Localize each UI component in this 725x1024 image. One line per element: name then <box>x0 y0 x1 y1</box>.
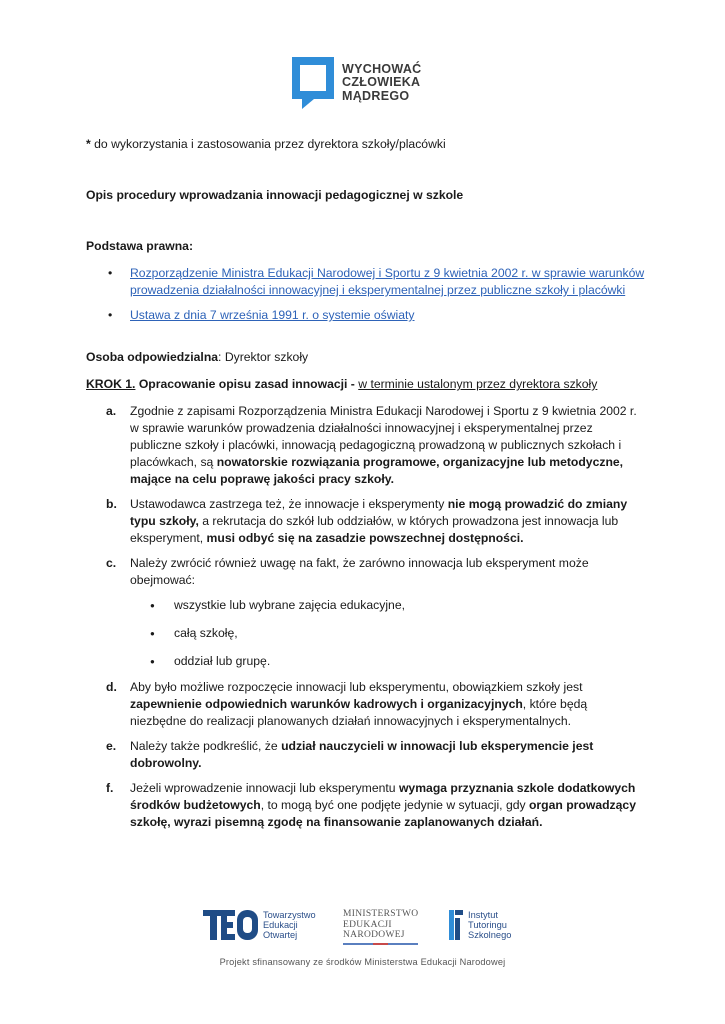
list-item <box>106 780 644 831</box>
teo-logo <box>203 910 316 940</box>
list-item <box>106 679 644 730</box>
step-1-items <box>106 403 644 839</box>
list-item <box>106 403 644 488</box>
item-bold-text: zapewnienie odpowiednich warunków kadrowych i organizacyjnych <box>130 697 523 711</box>
logo-square-icon <box>292 57 334 109</box>
funding-note: Projekt sfinansowany ze środków Ministerstwa Edukacji Narodowej <box>219 957 506 967</box>
item-marker: d. <box>106 680 117 694</box>
men-line: EDUKACJI <box>343 919 392 930</box>
usage-note <box>86 136 446 153</box>
its-line: Instytut <box>468 910 498 920</box>
item-marker: f. <box>106 781 114 795</box>
item-text: , które będą niezbędne do realizacji planowanych działań innowacyjnych i eksperymentalnych. <box>130 697 588 728</box>
item-bold-text: udział nauczycieli w innowacji lub eksperymencie jest dobrowolny. <box>130 739 594 770</box>
item-marker: b. <box>106 497 117 511</box>
item-text: Należy zwrócić również uwagę na fakt, że zarówno innowacja lub eksperyment może obejmować: <box>130 556 589 587</box>
men-line: MINISTERSTWO <box>343 909 419 919</box>
item-text: Aby było możliwe rozpoczęcie innowacji lub eksperymentu, obowiązkiem szkoły jest <box>130 680 583 694</box>
item-text: Jeżeli wprowadzenie innowacji lub eksperymentu <box>130 781 399 795</box>
responsible-value: : Dyrektor szkoły <box>218 350 309 364</box>
its-line: Tutoringu <box>468 920 507 930</box>
step-deadline: w terminie ustalonym przez dyrektora szkoły <box>358 377 598 391</box>
item-bold-text: organ prowadzący szkołę, wyrazi pisemną zgodę na finansowanie zaplanowanych działań. <box>130 798 636 829</box>
note-text: do wykorzystania i zastosowania przez dyrektora szkoły/placówki <box>90 137 446 151</box>
sublist-item: ● wszystkie lub wybrane zajęcia edukacyjne, <box>152 597 644 614</box>
item-text: Ustawodawca zastrzega też, że innowacje i eksperymenty <box>130 497 448 511</box>
list-item <box>106 496 644 547</box>
document-heading: Opis procedury wprowadzania innowacji pedagogicznej w szkole <box>86 188 464 202</box>
footer <box>0 900 725 1000</box>
legal-basis-list <box>110 265 645 332</box>
teo-line: Towarzystwo <box>263 910 316 920</box>
responsible-label: Osoba odpowiedzialna <box>86 350 219 364</box>
step-number: KROK 1. <box>86 377 136 391</box>
men-logo <box>343 909 418 945</box>
item-bold-text: musi odbyć się na zasadzie powszechnej dostępności. <box>206 531 524 545</box>
list-item <box>110 265 645 299</box>
regulation-link[interactable]: Rozporządzenie Ministra Edukacji Narodowej i Sportu z 9 kwietnia 2002 r. w sprawie warunków prowadzenia działalności innowacyjnej i eksperymentalnej przez publiczne szkoły i placówki <box>130 266 645 297</box>
logo-line-1: WYCHOWAĆ <box>342 61 422 76</box>
item-marker: c. <box>106 556 117 570</box>
sublist-item: ● całą szkołę, <box>152 625 644 642</box>
its-name <box>468 910 511 940</box>
its-mark-icon <box>449 910 463 940</box>
logo-line-3: MĄDREGO <box>342 88 410 103</box>
wychowac-logo <box>292 57 421 109</box>
sublist-item: ● oddział lub grupę. <box>152 653 644 670</box>
men-underline <box>343 943 418 945</box>
note-star: * <box>86 137 91 151</box>
item-bold-text: nie mogą prowadzić do zmiany typu szkoły, <box>130 497 628 528</box>
teo-mark-icon <box>203 910 258 940</box>
item-bold-text: nowatorskie rozwiązania programowe, organizacyjne lub metodyczne, mające na celu poprawę jakości pracy szkoły. <box>130 455 624 486</box>
item-text: Należy także podkreślić, że <box>130 739 282 753</box>
list-item <box>110 307 645 324</box>
education-act-link[interactable]: Ustawa z dnia 7 września 1991 r. o systemie oświaty <box>130 308 415 322</box>
item-marker: a. <box>106 404 117 418</box>
teo-name <box>263 910 316 940</box>
scope-sublist <box>130 597 644 670</box>
responsible-person <box>86 349 308 366</box>
men-line: NARODOWEJ <box>343 930 405 940</box>
teo-line: Edukacji <box>263 920 298 930</box>
item-text: , to mogą być one podjęte jedynie w sytuacji, gdy <box>260 798 529 812</box>
item-text: a rekrutacja do szkół lub oddziałów, w których prowadzona jest innowacja lub eksperyment, <box>130 514 619 545</box>
item-text: Zgodnie z zapisami Rozporządzenia Ministra Edukacji Narodowej i Sportu z 9 kwietnia 2002 r. w sprawie warunków prowadzenia działalności innowacyjnej i eksperymentalnej przez publiczne szkoły i placówki, innowacją pedagogiczną prowadzoną w publicznych szkołach i placówkach, są <box>130 404 637 469</box>
item-bold-text: wymaga przyznania szkole dodatkowych środków budżetowych <box>130 781 636 812</box>
its-line: Szkolnego <box>468 930 512 940</box>
its-logo <box>449 910 511 940</box>
list-item <box>106 738 644 772</box>
item-marker: e. <box>106 739 117 753</box>
list-item <box>106 555 644 670</box>
step-title: Opracowanie opisu zasad innowacji - <box>135 377 359 391</box>
legal-basis-label: Podstawa prawna: <box>86 239 194 253</box>
teo-line: Otwartej <box>263 930 298 940</box>
logo-line-2: CZŁOWIEKA <box>342 75 421 90</box>
step-1-heading <box>86 376 646 393</box>
logo-text <box>342 63 421 104</box>
